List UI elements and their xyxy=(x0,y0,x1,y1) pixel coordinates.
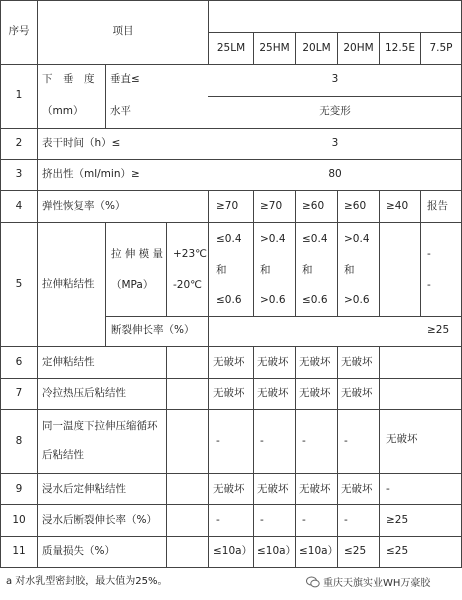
value-cell: - xyxy=(302,435,306,447)
value-cell: ≤25 xyxy=(386,545,409,557)
value-cell: 和 xyxy=(344,264,355,276)
row-number: 4 xyxy=(15,200,23,212)
modulus-unit-label: （MPa） xyxy=(111,279,154,291)
value-cell: 3 xyxy=(331,137,339,149)
item-label: 拉伸粘结性 xyxy=(42,278,95,290)
horizontal-label: 水平 xyxy=(110,105,131,117)
value-cell: 无破坏 xyxy=(341,483,373,495)
value-cell: 无破坏 xyxy=(341,387,373,399)
grade-header: 20LM xyxy=(302,42,331,54)
value-cell: - xyxy=(260,435,264,447)
value-cell: ≥60 xyxy=(344,200,367,212)
item-label: 表干时间（h）≤ xyxy=(42,137,121,149)
value-cell: 无破坏 xyxy=(299,387,331,399)
value-cell: ≤0.4 xyxy=(302,233,328,245)
value-cell: >0.6 xyxy=(344,294,370,306)
value-cell: ≤25 xyxy=(344,545,367,557)
value-cell: - xyxy=(344,514,348,526)
value-cell: ≤10a） xyxy=(257,545,297,557)
header-serial-number: 序号 xyxy=(8,25,30,37)
grade-header: 25LM xyxy=(216,42,246,54)
footnote: a 对水乳型密封胶，最大值为25%。 xyxy=(6,576,168,587)
value-cell: ≤0.6 xyxy=(216,294,242,306)
value-cell: - xyxy=(344,435,348,447)
row-number: 5 xyxy=(15,278,23,290)
value-cell: ≥25 xyxy=(427,324,450,336)
item-label: 浸水后定伸粘结性 xyxy=(42,483,126,495)
temperature-label: -20℃ xyxy=(173,279,202,291)
value-cell: 无破坏 xyxy=(213,387,245,399)
value-cell: ≥70 xyxy=(260,200,283,212)
sag-unit-label: （mm） xyxy=(42,105,84,117)
value-cell: >0.4 xyxy=(344,233,370,245)
value-cell: ≥70 xyxy=(216,200,239,212)
value-cell: 3 xyxy=(331,73,339,85)
item-label: 质量损失（%） xyxy=(42,545,115,557)
row-number: 1 xyxy=(15,89,23,101)
value-cell: - xyxy=(260,514,264,526)
row-number: 6 xyxy=(15,356,23,368)
item-label: 冷拉热压后粘结性 xyxy=(42,387,126,399)
value-cell: 无破坏 xyxy=(299,356,331,368)
wechat-icon xyxy=(306,576,320,588)
row-number: 8 xyxy=(15,435,23,447)
value-cell: 无破坏 xyxy=(213,483,245,495)
watermark-text: 重庆天旗实业WH万豪胶 xyxy=(323,578,431,589)
value-cell: ≤10a） xyxy=(213,545,253,557)
value-cell: - xyxy=(302,514,306,526)
item-label: 同一温度下拉伸压缩循环 xyxy=(42,420,158,432)
item-label: 后粘结性 xyxy=(42,449,84,461)
value-cell: >0.4 xyxy=(260,233,286,245)
value-cell: 80 xyxy=(328,168,342,180)
row-number: 10 xyxy=(12,514,26,526)
temperature-label: +23℃ xyxy=(173,248,207,260)
value-cell: 无破坏 xyxy=(299,483,331,495)
value-cell: ≥40 xyxy=(386,200,409,212)
value-cell: 无变形 xyxy=(319,105,351,117)
row-number: 3 xyxy=(15,168,23,180)
value-cell: 无破坏 xyxy=(341,356,373,368)
item-label: 弹性恢复率（%） xyxy=(42,200,126,212)
value-cell: 无破坏 xyxy=(213,356,245,368)
grade-header: 12.5E xyxy=(384,42,415,54)
header-item: 项目 xyxy=(112,25,134,37)
value-cell: ≤0.6 xyxy=(302,294,328,306)
value-cell: - xyxy=(216,514,220,526)
elongation-label: 断裂伸长率（%） xyxy=(111,324,195,336)
value-cell: 无破坏 xyxy=(257,387,289,399)
value-cell: 无破坏 xyxy=(257,356,289,368)
value-cell: ≥25 xyxy=(386,514,409,526)
value-cell: 和 xyxy=(260,264,271,276)
grade-header: 25HM xyxy=(259,42,290,54)
item-label: 浸水后断裂伸长率（%） xyxy=(42,514,157,526)
value-cell: 无破坏 xyxy=(257,483,289,495)
grade-header: 20HM xyxy=(343,42,374,54)
value-cell: 和 xyxy=(302,264,313,276)
watermark xyxy=(306,574,430,589)
row-number: 11 xyxy=(12,545,26,557)
value-cell: ≤0.4 xyxy=(216,233,242,245)
item-label: 挤出性（ml/min）≥ xyxy=(42,168,140,180)
value-cell: >0.6 xyxy=(260,294,286,306)
value-cell: 无破坏 xyxy=(386,433,418,445)
item-label: 定伸粘结性 xyxy=(42,356,95,368)
value-cell: - xyxy=(386,483,390,495)
vertical-label: 垂直≤ xyxy=(110,73,140,85)
sag-label: 下 垂 度 xyxy=(42,73,95,85)
value-cell: - xyxy=(427,248,431,260)
value-cell: 和 xyxy=(216,264,227,276)
modulus-label: 拉 伸 模 量 xyxy=(111,248,164,260)
row-number: 2 xyxy=(15,137,23,149)
grade-header: 7.5P xyxy=(429,42,453,54)
value-cell: 报告 xyxy=(427,200,448,212)
value-cell: - xyxy=(427,279,431,291)
value-cell: - xyxy=(216,435,220,447)
row-number: 7 xyxy=(15,387,23,399)
row-number: 9 xyxy=(15,483,23,495)
value-cell: ≥60 xyxy=(302,200,325,212)
value-cell: ≤10a） xyxy=(299,545,339,557)
